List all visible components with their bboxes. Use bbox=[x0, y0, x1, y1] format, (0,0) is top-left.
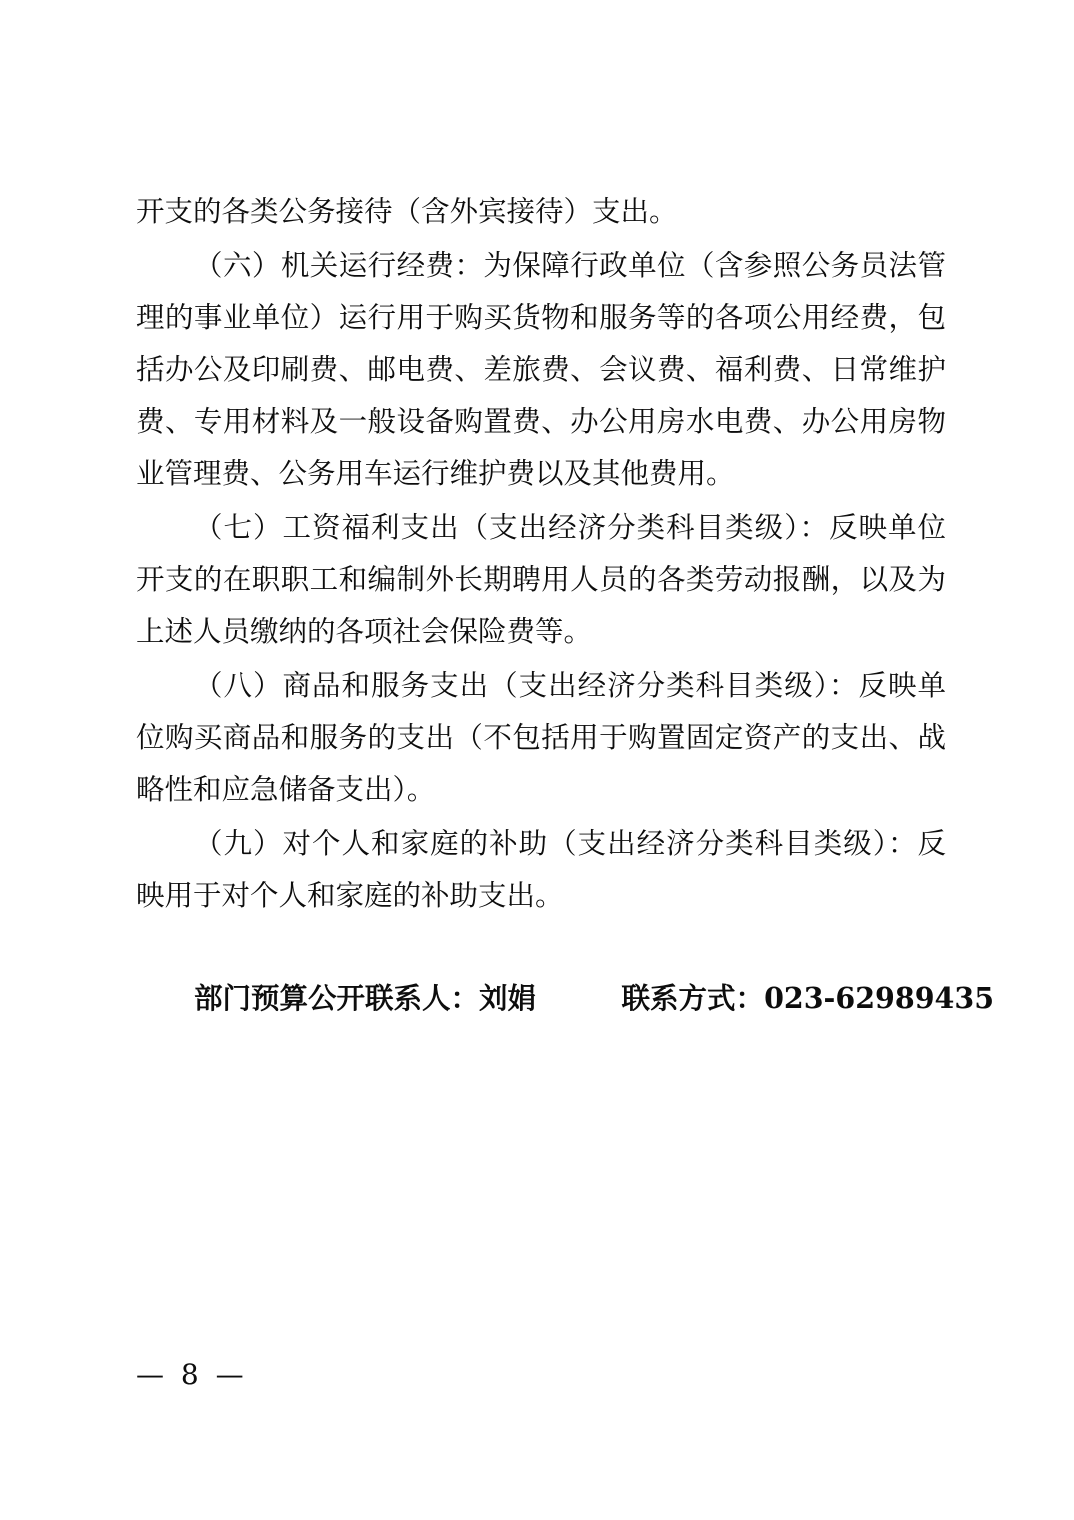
paragraph-opening: 开支的各类公务接待（含外宾接待）支出。 bbox=[136, 195, 678, 228]
contact-phone-label: 联系方式： bbox=[621, 981, 765, 1015]
document-body bbox=[136, 186, 995, 1024]
contact-phone-number: 023-62989435 bbox=[764, 981, 995, 1015]
contact-gap bbox=[536, 981, 622, 1015]
contact-person-name: 刘娟 bbox=[479, 981, 537, 1015]
paragraph-item-6: （六）机关运行经费：为保障行政单位（含参照公务员法管理的事业单位）运行用于购买货物和服务等的各项公用经费，包括办公及印刷费、邮电费、差旅费、会议费、福利费、日常维护费、专用材料及一般设备购置费、办公用房水电费、办公用房物业管理费、公务用车运行维护费以及其他费用。 bbox=[136, 249, 946, 490]
page-number: — 8 — bbox=[136, 1358, 248, 1391]
contact-line bbox=[136, 972, 995, 1024]
paragraph-item-9: （九）对个人和家庭的补助（支出经济分类科目类级）：反映用于对个人和家庭的补助支出。 bbox=[136, 827, 946, 912]
paragraph-item-8: （八）商品和服务支出（支出经济分类科目类级）：反映单位购买商品和服务的支出（不包括用于购置固定资产的支出、战略性和应急储备支出）。 bbox=[136, 669, 946, 806]
contact-person-label: 部门预算公开联系人： bbox=[194, 981, 480, 1015]
paragraph-item-7: （七）工资福利支出（支出经济分类科目类级）：反映单位开支的在职职工和编制外长期聘用人员的各类劳动报酬，以及为上述人员缴纳的各项社会保险费等。 bbox=[136, 511, 946, 648]
